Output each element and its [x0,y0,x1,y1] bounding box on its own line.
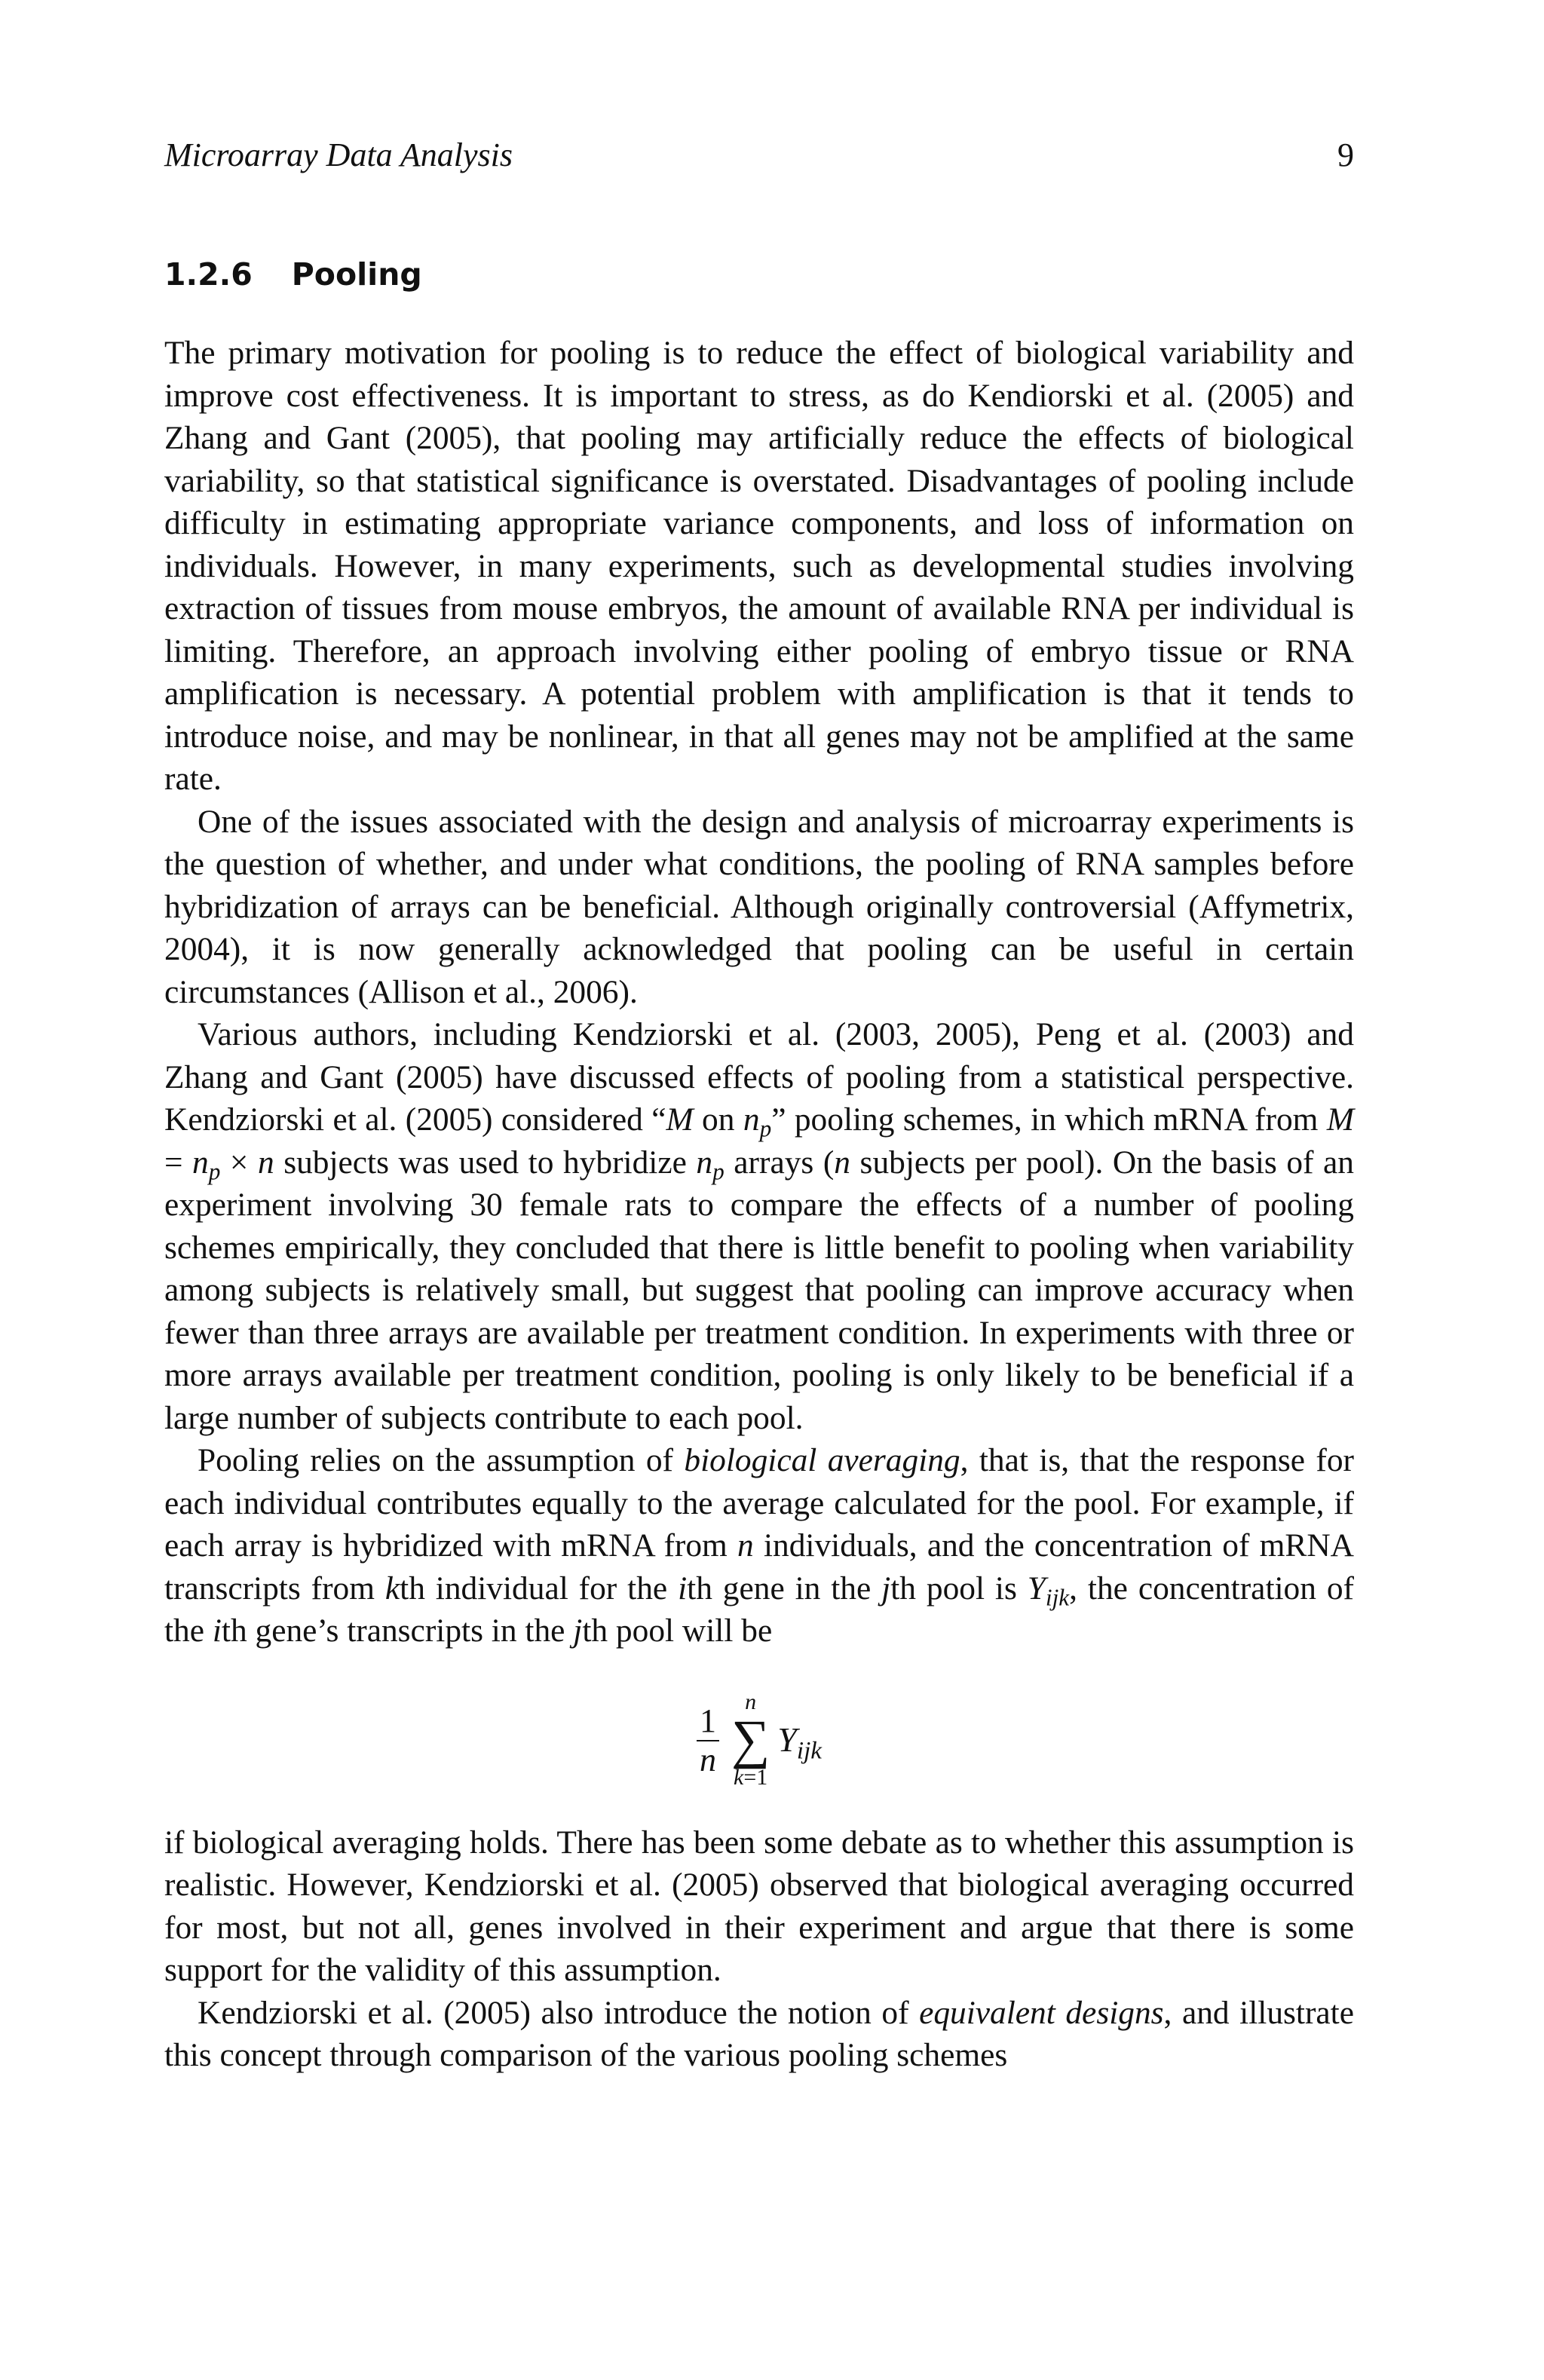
page-number: 9 [1337,136,1354,173]
fraction-numerator: 1 [697,1702,719,1741]
sigma-icon: ∑ [731,1708,770,1769]
equation-pool-average [164,1660,1354,1821]
paragraph-1: The primary motivation for pooling is to reduce the effect of biological variability and improve cost effectiveness. It is important to stress, as do Kendiorski et al. (2005) and Zhang and Gant (2005), that pooling may artificially reduce the effects of biological variability, so that statistical significance is overstated. Disadvantages of pooling include difficulty in estimating appropriate variance components, and loss of information on individuals. However, in many experiments, such as developmental studies involving extraction of tissues from mouse embryos, the amount of available RNA per individual is limiting. Therefore, an approach involving either pooling of embryo tissue or RNA amplification is necessary. A potential problem with amplification is that it tends to introduce noise, and may be nonlinear, in that all genes may not be amplified at the same rate. [164,335,1354,797]
sum-lower-limit: k=1 [734,1764,768,1790]
paragraph-3: Various authors, including Kendziorski et al. (2003, 2005), Peng et al. (2003) and Zhang and Gant (2005) have discussed effects of pooling from a statistical perspective. Kendziorski et al. (2005) considered “M on $n_p$” pooling schemes, in which mRNA from $M = n_p \times n$ subjects was used to hybridize $n_p$ arrays (n subjects per pool). On the basis of an experiment involving 30 female rats to compare the effects of a number of pooling schemes empirically, they concluded that there is little benefit to pooling when variability among subjects is relatively small, but suggest that pooling can improve accuracy when fewer than three arrays are available per treatment condition. In experiments with three or more arrays available per treatment condition, pooling is only likely to be beneficial if a large number of subjects contribute to each pool. [164,1016,1354,1436]
fraction-denominator: n [699,1741,716,1778]
running-head [164,136,1354,181]
running-title: Microarray Data Analysis [164,136,513,173]
paragraph-6: Kendziorski et al. (2005) also introduce the notion of equivalent designs, and illustrate this concept through comparison of the various pooling schemes [164,1994,1354,2073]
section-title: Pooling [291,256,422,293]
paragraph-5: if biological averaging holds. There has been some debate as to whether this assumption is realistic. However, Kendziorski et al. (2005) observed that biological averaging occurred for most, but not all, genes involved in their experiment and argue that there is some support for the validity of this assumption. [164,1824,1354,1988]
section-number: 1.2.6 [164,256,253,293]
emphasis-equivalent-designs: equivalent designs [919,1994,1164,2031]
paragraph-4: Pooling relies on the assumption of biological averaging, that is, that the response for each individual contributes equally to the average calculated for the pool. For example, if each array is hybridized with mRNA from n individuals, and the concentration of mRNA transcripts from kth individual for the ith gene in the jth pool is $Y_{ijk}$, the concentration of the ith gene’s transcripts in the jth pool will be [164,1442,1355,1649]
emphasis-biological-averaging: biological averaging [684,1442,960,1478]
equation-fraction [697,1702,719,1779]
body-text [164,332,1354,2077]
paragraph-2: One of the issues associated with the design and analysis of microarray experiments is the question of whether, and under what conditions, the pooling of RNA samples before hybridization of arrays can be beneficial. Although originally controversial (Affymetrix, 2004), it is now generally acknowledged that pooling can be useful in certain circumstances (Allison et al., 2006). [164,803,1354,1010]
summand: $Y_{ijk}$ [777,1720,822,1765]
page [164,136,1354,2077]
section-heading [164,256,1354,293]
sum-upper-limit: n [745,1689,757,1714]
summation [731,1689,770,1792]
